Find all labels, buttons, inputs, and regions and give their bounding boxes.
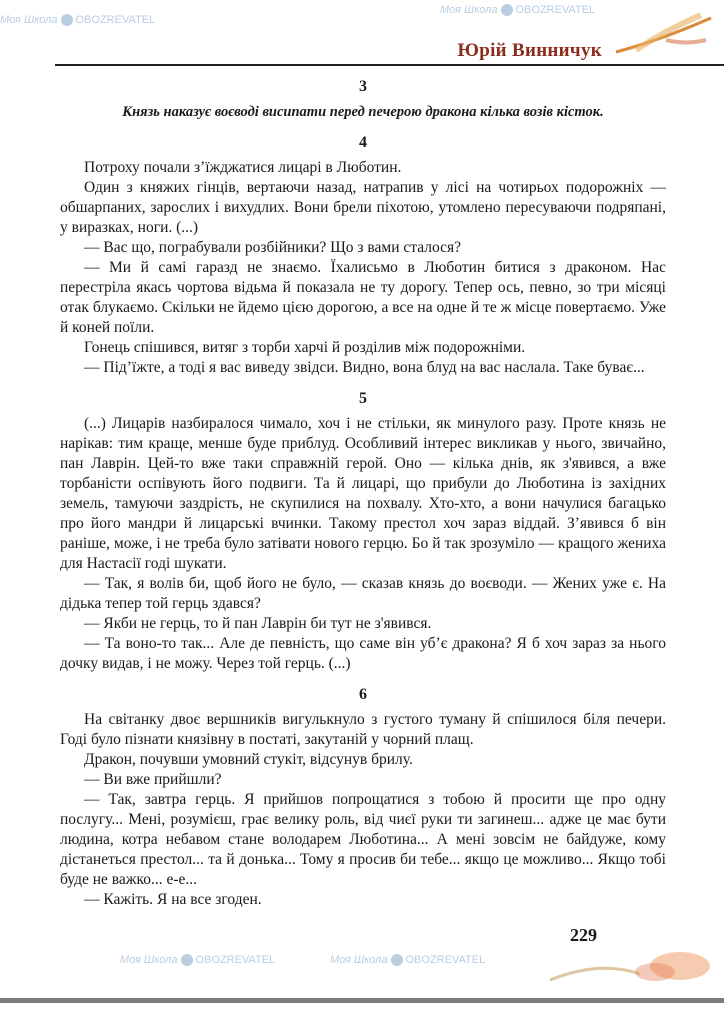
paragraph: — Так, я волів би, щоб його не було, — сказав князь до воєводи. — Жених уже є. На дідька тепер той герць здався?: [60, 575, 666, 612]
paragraph: Потроху почали з’їжджатися лицарі в Люботин.: [84, 159, 402, 176]
paragraph: — Та воно-то так... Але де певність, що саме він уб’є дракона? Я б хоч зараз за нього дочку видав, і не можу. Через той герць. (...): [60, 635, 666, 672]
section-number: 3: [359, 78, 367, 95]
watermark-school: Моя Школа: [0, 14, 58, 26]
paragraph: — Якби не герць, то й пан Лаврін би тут не з'явився.: [84, 615, 432, 632]
paragraph: (...) Лицарів назбиралося чимало, хоч і не стільки, як минулого разу. Проте князь не нарікав: тим краще, менше буде приблуд. Особливий інтерес викликав у нього, звичайно, пан Лаврін. Цей-то вже таки справжній герой. Оно — кілька днів, як з'явився, а вже торбаністи оспівують його подвиги. Та й лицарі, що прибули до Люботина із західних земель, тамуючи заздрість, не скупилися на похвалу. Хто-хто, а вони начулися багацько про його мандри й лицарські вчинки. Такому престол хоч зараз віддай. З’явився б він раніше, може, і не треба було затівати нового герцю. Бо й так зрозуміло — кращого жениха для Настасії годі шукати.: [60, 415, 666, 572]
paragraph: — Вас що, пограбували розбійники? Що з вами сталося?: [84, 239, 462, 256]
section-4-text: [60, 158, 666, 378]
author-header: Юрій Винничук: [457, 40, 602, 61]
paragraph: — Кажіть. Я на все згоден.: [84, 891, 262, 908]
section-number: 6: [359, 686, 367, 703]
paragraph: Дракон, почувши умовний стукіт, відсунув брилу.: [84, 751, 413, 768]
page-content: [0, 66, 724, 910]
watermark-brand: OBOZREVATEL: [515, 4, 596, 16]
watermark: [0, 14, 155, 26]
watermark-brand: OBOZREVATEL: [75, 14, 156, 26]
page-header: [0, 0, 724, 66]
watermark: [120, 954, 275, 966]
flower-decoration-icon: [540, 946, 720, 986]
watermark: [330, 954, 485, 966]
paragraph: — Ми й самі гаразд не знаємо. Їхалисьмо в Люботин битися з драконом. Нас перестріла якась чортова відьма й показала не ту дорогу. Тепер ось, певно, зо три місяці отак блукаємо. Скільки не йдемо цією дорогою, а все на одне й те ж місце повертаємо. Уже й коней поїли.: [60, 259, 666, 336]
section-6-text: [60, 710, 666, 910]
page-number: 229: [570, 925, 597, 945]
watermark-school: Моя Школа: [120, 954, 178, 966]
paragraph: — Так, завтра герць. Я прийшов попрощатися з тобою й просити ще про одну послугу... Мені, розумієш, грає велику роль, від чиєї руки ти загинеш... адже це має бути людина, котра небавом стане володарем Люботина... А мені зовсім не байдуже, кому дістанеться престол... та й донька... Тому я просив би тебе... якщо це можливо... Якщо тобі буде не важко... е-е...: [60, 791, 666, 888]
section-number: 4: [359, 134, 367, 151]
section-summary: Князь наказує воєводі висипати перед печерою дракона кілька возів кісток.: [122, 104, 604, 120]
section-number: 5: [359, 390, 367, 407]
header-rule: [55, 64, 724, 66]
bottom-border: [0, 998, 724, 1003]
paragraph: На світанку двоє вершників вигулькнуло з густого туману й спішилося біля печери. Годі було пізнати князівну в постаті, закутаній у чорний плащ.: [60, 711, 666, 748]
page-footer: [0, 924, 724, 994]
watermark-school: Моя Школа: [330, 954, 388, 966]
section-5-text: [60, 414, 666, 674]
watermark-brand: OBOZREVATEL: [195, 954, 276, 966]
paragraph: — Під’їжте, а тоді я вас виведу звідси. Видно, вона блуд на вас наслала. Таке буває...: [84, 359, 645, 376]
watermark: [440, 4, 595, 16]
watermark-brand: OBOZREVATEL: [405, 954, 486, 966]
paragraph: — Ви вже прийшли?: [84, 771, 222, 788]
feather-decoration-icon: [606, 10, 716, 60]
watermark-school: Моя Школа: [440, 4, 498, 16]
paragraph: Гонець спішився, витяг з торби харчі й розділив між подорожніми.: [84, 339, 526, 356]
paragraph: Один з княжих гінців, вертаючи назад, натрапив у лісі на чотирьох подорожніх — обшарпаних, зарослих і вихудлих. Вони брели піхотою, утомлено пересуваючи подряпані, у виразках, ноги. (...): [60, 179, 666, 236]
